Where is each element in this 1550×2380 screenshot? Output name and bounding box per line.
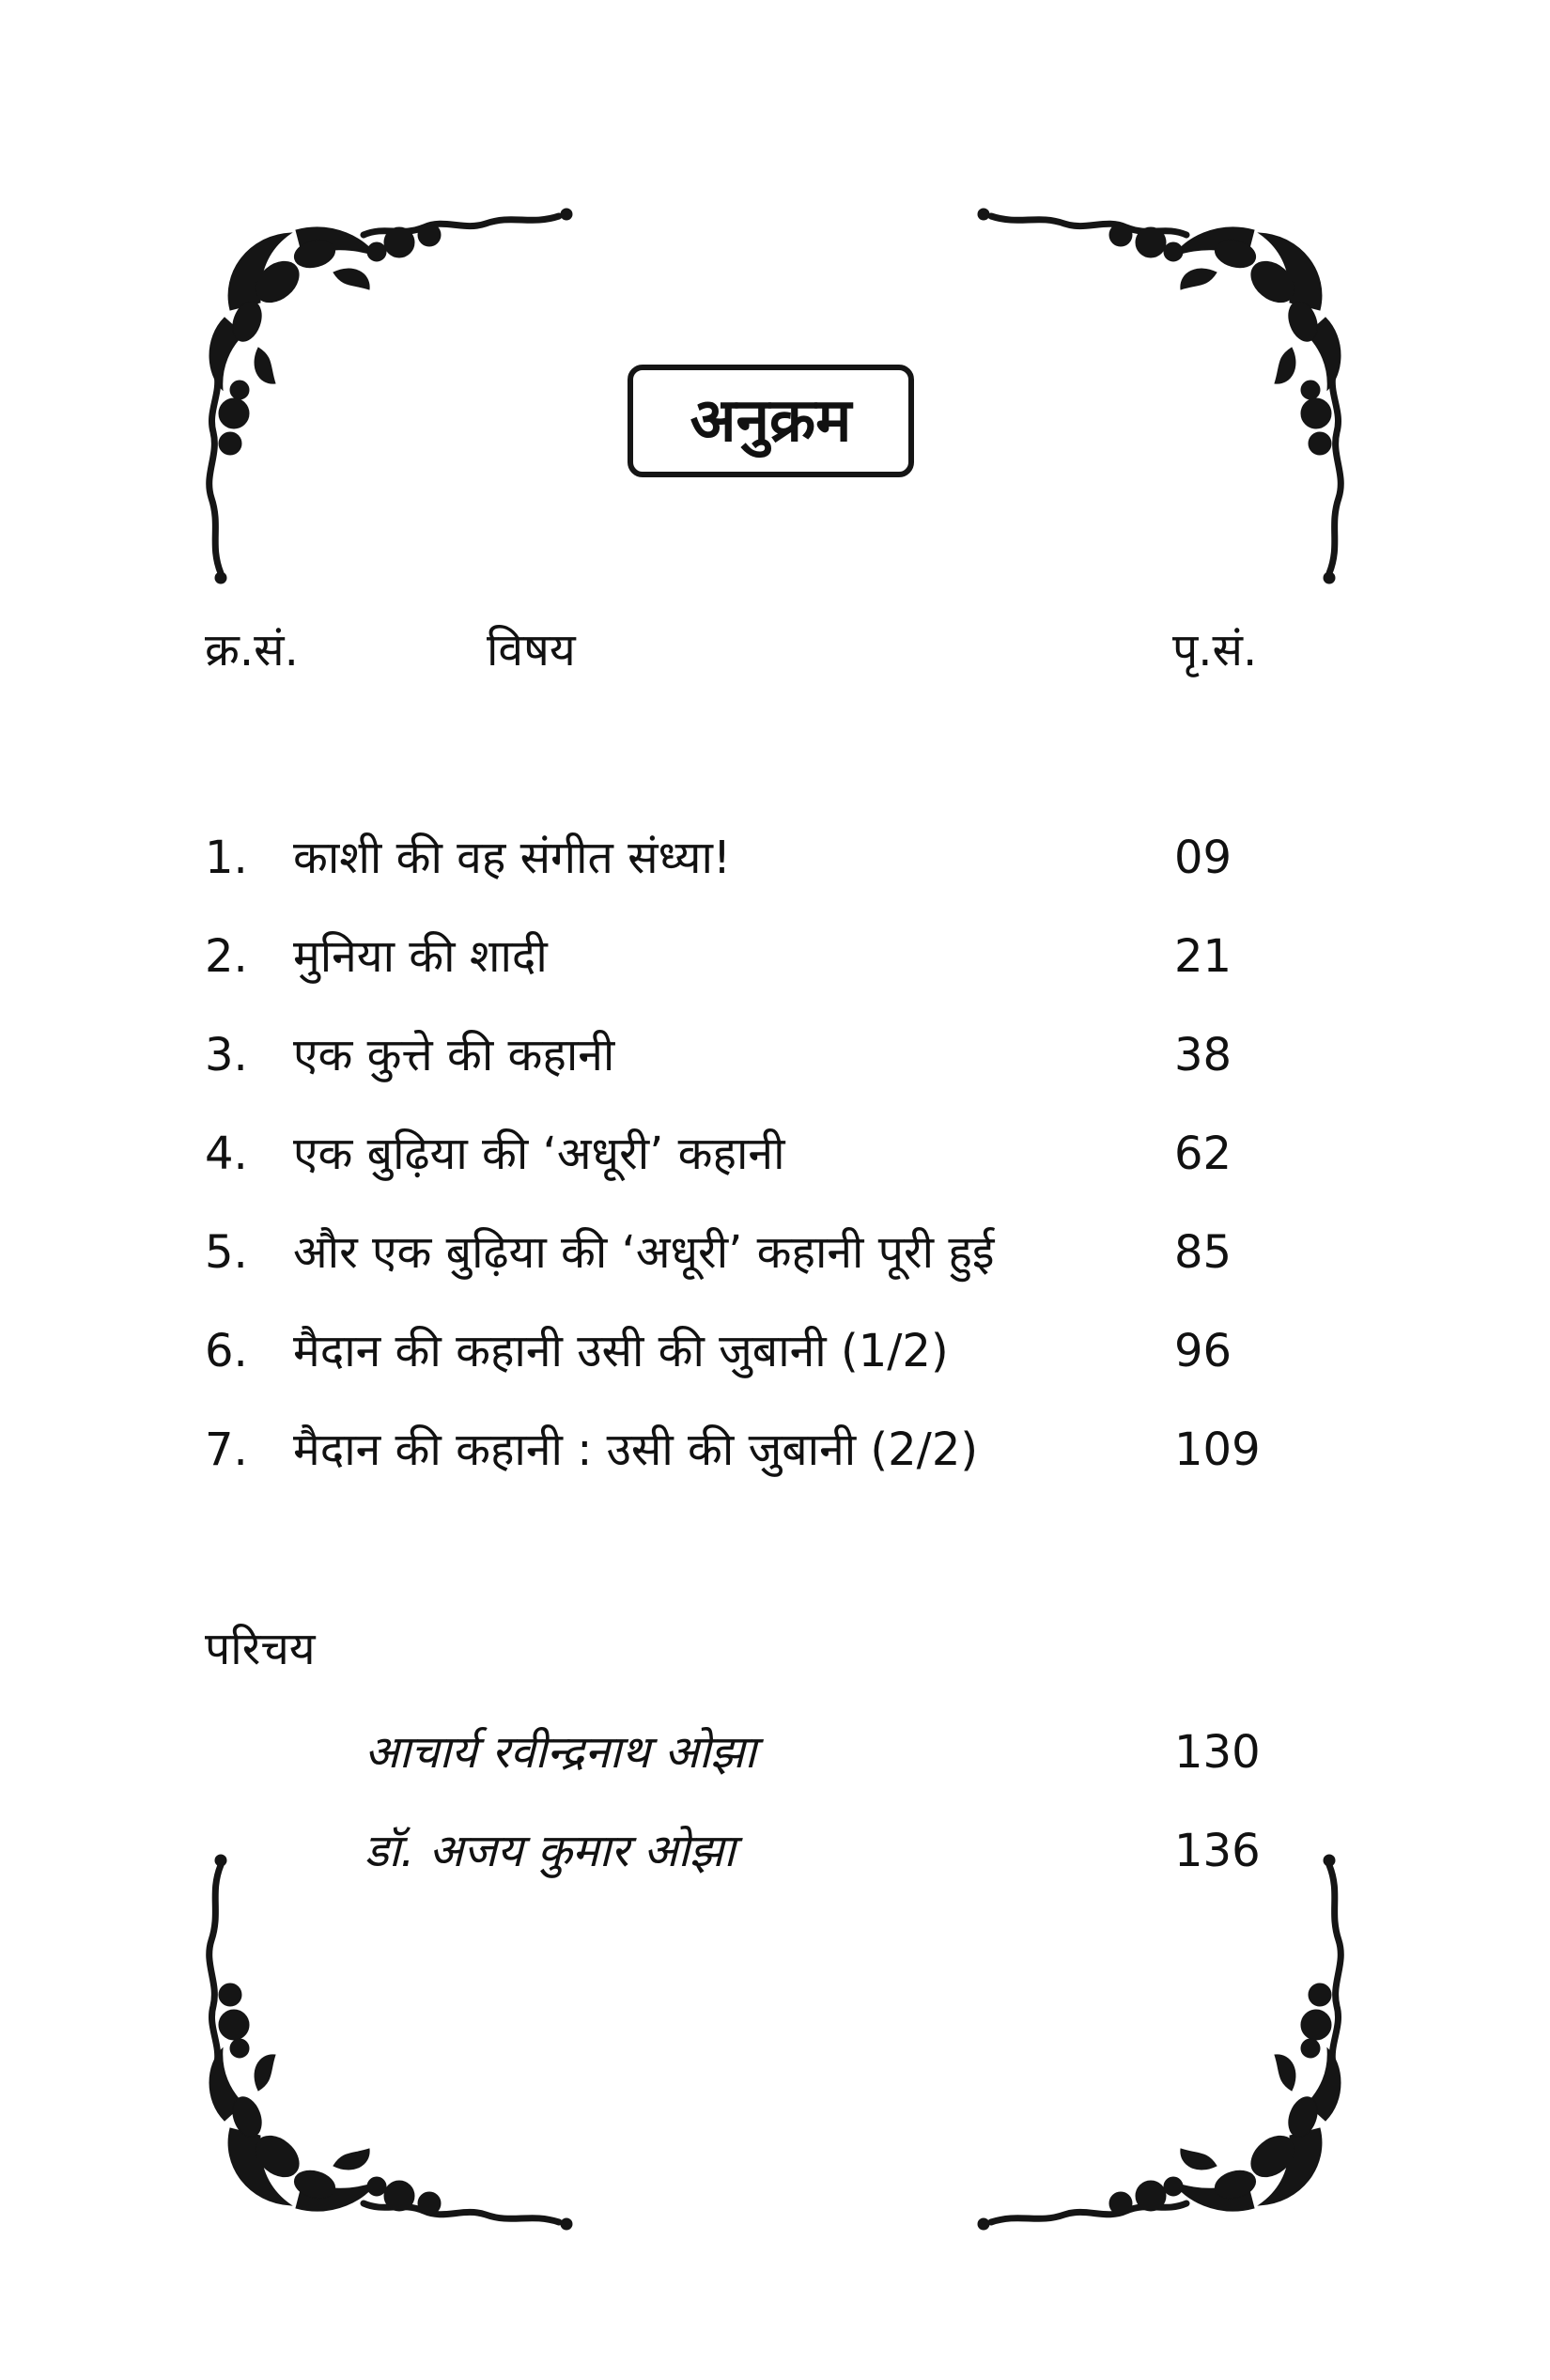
- floral-corner-ornament-bottom-right: [963, 1837, 1357, 2241]
- introduction-entry[interactable]: [0, 1719, 1550, 1785]
- toc-entry-number: 6.: [205, 1325, 248, 1377]
- introduction-entry-page: 136: [1174, 1825, 1261, 1877]
- toc-entry-page: 09: [1174, 832, 1232, 884]
- toc-entry-page: 96: [1174, 1325, 1232, 1377]
- toc-entry[interactable]: [0, 825, 1550, 891]
- toc-entry-number: 1.: [205, 832, 248, 884]
- toc-entry-page: 38: [1174, 1029, 1232, 1081]
- introduction-entry-page: 130: [1174, 1726, 1261, 1779]
- introduction-heading: परिचय: [205, 1623, 316, 1675]
- toc-entry-page: 21: [1174, 930, 1232, 983]
- toc-entry-title: एक कुत्ते की कहानी: [293, 1029, 615, 1081]
- introduction-entry-name: डॉ. अजय कुमार ओझा: [364, 1825, 736, 1877]
- toc-entry-page: 109: [1174, 1423, 1261, 1476]
- toc-entry[interactable]: [0, 1022, 1550, 1088]
- toc-entry[interactable]: [0, 1121, 1550, 1187]
- toc-entry[interactable]: [0, 924, 1550, 989]
- toc-entry-number: 4.: [205, 1128, 248, 1180]
- toc-entry-title: मैदान की कहानी : उसी की जुबानी (2/2): [293, 1423, 979, 1476]
- toc-entry[interactable]: [0, 1220, 1550, 1285]
- page-title: अनुक्रम: [690, 386, 852, 456]
- toc-entry[interactable]: [0, 1417, 1550, 1483]
- toc-entry[interactable]: [0, 1318, 1550, 1384]
- column-header-serial: क्र.सं.: [205, 624, 299, 677]
- introduction-entry-name: आचार्य रवीन्द्रनाथ ओझा: [364, 1726, 756, 1779]
- toc-entry-number: 5.: [205, 1226, 248, 1279]
- toc-entry-title: एक बुढ़िया की ‘अधूरी’ कहानी: [293, 1128, 785, 1180]
- column-header-page: पृ.सं.: [1172, 624, 1258, 677]
- toc-entry-page: 85: [1174, 1226, 1232, 1279]
- floral-corner-ornament-top-left: [193, 197, 587, 601]
- page-title-box: [628, 365, 914, 477]
- floral-corner-ornament-bottom-left: [193, 1837, 587, 2241]
- floral-corner-ornament-top-right: [963, 197, 1357, 601]
- toc-entry-title: मुनिया की शादी: [293, 930, 548, 983]
- column-header-subject: विषय: [487, 624, 576, 677]
- introduction-entry[interactable]: [0, 1818, 1550, 1884]
- toc-entry-number: 7.: [205, 1423, 248, 1476]
- toc-entry-title: और एक बुढ़िया की ‘अधूरी’ कहानी पूरी हुई: [293, 1226, 995, 1279]
- toc-entry-number: 3.: [205, 1029, 248, 1081]
- toc-entry-number: 2.: [205, 930, 248, 983]
- toc-entry-title: काशी की वह संगीत संध्या!: [293, 832, 732, 884]
- toc-entry-page: 62: [1174, 1128, 1232, 1180]
- toc-entry-title: मैदान की कहानी उसी की जुबानी (1/2): [293, 1325, 949, 1377]
